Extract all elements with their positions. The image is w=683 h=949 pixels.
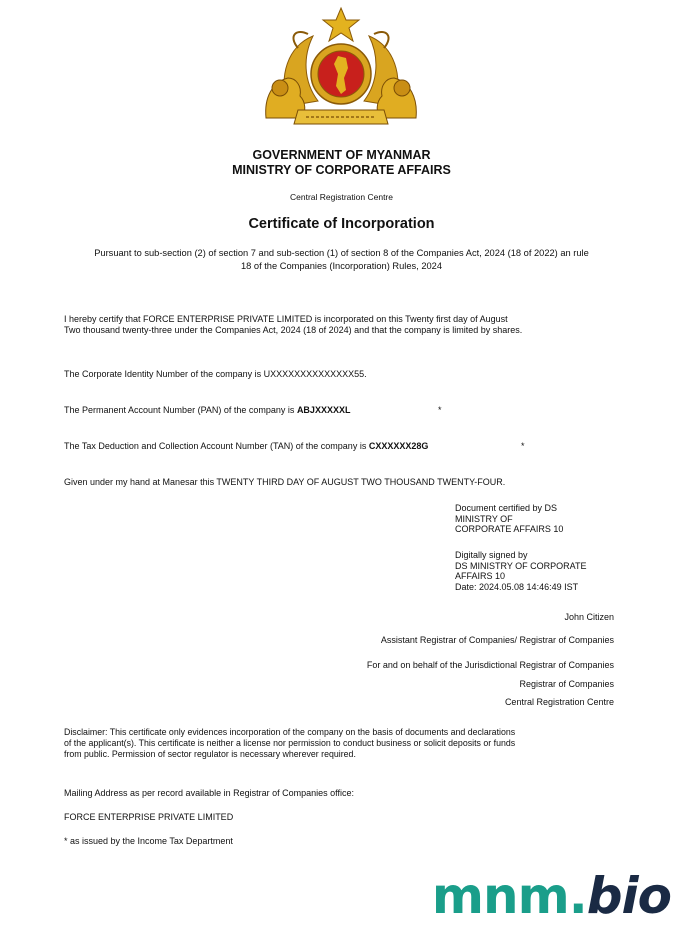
certificate-title: Certificate of Incorporation — [248, 216, 435, 232]
registration-centre-label: Central Registration Centre — [290, 192, 393, 202]
watermark-part-2: bio — [586, 867, 671, 925]
disclaimer-line-2: of the applicant(s). This certificate is neither a license nor permission to conduct business or solicit deposits or funds — [64, 737, 516, 748]
certified-by-block — [455, 503, 563, 535]
signed-line-2: DS MINISTRY OF CORPORATE — [455, 560, 587, 571]
tan-value: CXXXXXX28G — [368, 441, 429, 451]
watermark-logo — [432, 866, 671, 926]
footnote: * as issued by the Income Tax Department — [64, 836, 233, 846]
ministry-heading: MINISTRY OF CORPORATE AFFAIRS — [232, 163, 451, 177]
disclaimer-line-3: from public. Permission of sector regulator is necessary wherever required. — [64, 748, 356, 759]
pan-footnote-marker: * — [438, 405, 442, 415]
signed-line-3: AFFAIRS 10 — [455, 571, 506, 581]
registration-centre-footer: Central Registration Centre — [504, 697, 614, 707]
given-statement: Given under my hand at Manesar this TWENTY THIRD DAY OF AUGUST TWO THOUSAND TWENTY-FOUR. — [64, 477, 506, 487]
signatory-name: John Citizen — [564, 612, 614, 622]
pan-label: The Permanent Account Number (PAN) of the company is — [64, 405, 297, 415]
tan-statement — [64, 441, 428, 453]
tan-label: The Tax Deduction and Collection Account Number (TAN) of the company is — [64, 441, 369, 451]
signatory-role: Assistant Registrar of Companies/ Registrar of Companies — [380, 635, 614, 645]
pursuant-clause: Pursuant to sub-section (2) of section 7 and sub-section (1) of section 8 of the Companies Act, 2024 (18 of 2022) an rule 18 of the Companies (Incorporation) Rules, 2024 — [94, 248, 589, 271]
mailing-address-label: Mailing Address as per record available in Registrar of Companies office: — [64, 788, 354, 798]
certified-line-3: CORPORATE AFFAIRS 10 — [455, 524, 564, 534]
pan-statement — [64, 405, 350, 417]
certify-line-1: I hereby certify that FORCE ENTERPRISE PRIVATE LIMITED is incorporated on this Twenty first day of August — [64, 314, 508, 324]
behalf-statement: For and on behalf of the Jurisdictional Registrar of Companies — [366, 660, 614, 670]
registrar-label: Registrar of Companies — [519, 679, 614, 689]
digital-signature-block — [455, 550, 587, 592]
signed-date: Date: 2024.05.08 14:46:49 IST — [455, 581, 579, 592]
signed-line-1: Digitally signed by — [455, 550, 528, 560]
certify-line-2: Two thousand twenty-three under the Companies Act, 2024 (18 of 2024) and that the company is limited by shares. — [64, 325, 523, 335]
cin-statement: The Corporate Identity Number of the company is UXXXXXXXXXXXXXX55. — [64, 369, 367, 379]
state-emblem-icon — [258, 6, 424, 132]
tan-footnote-marker: * — [521, 441, 525, 451]
certified-line-1: Document certified by DS — [455, 503, 558, 513]
certified-line-2: MINISTRY OF — [455, 513, 513, 524]
watermark-dot: . — [568, 867, 587, 925]
government-heading: GOVERNMENT OF MYANMAR — [252, 148, 431, 162]
disclaimer-line-1: Disclaimer: This certificate only evidences incorporation of the company on the basis of documents and declarations — [64, 727, 516, 737]
disclaimer — [64, 727, 624, 759]
mailing-company-name: FORCE ENTERPRISE PRIVATE LIMITED — [64, 812, 234, 822]
watermark-part-1: mnm — [431, 867, 569, 925]
pan-value: ABJXXXXXL — [296, 405, 351, 415]
